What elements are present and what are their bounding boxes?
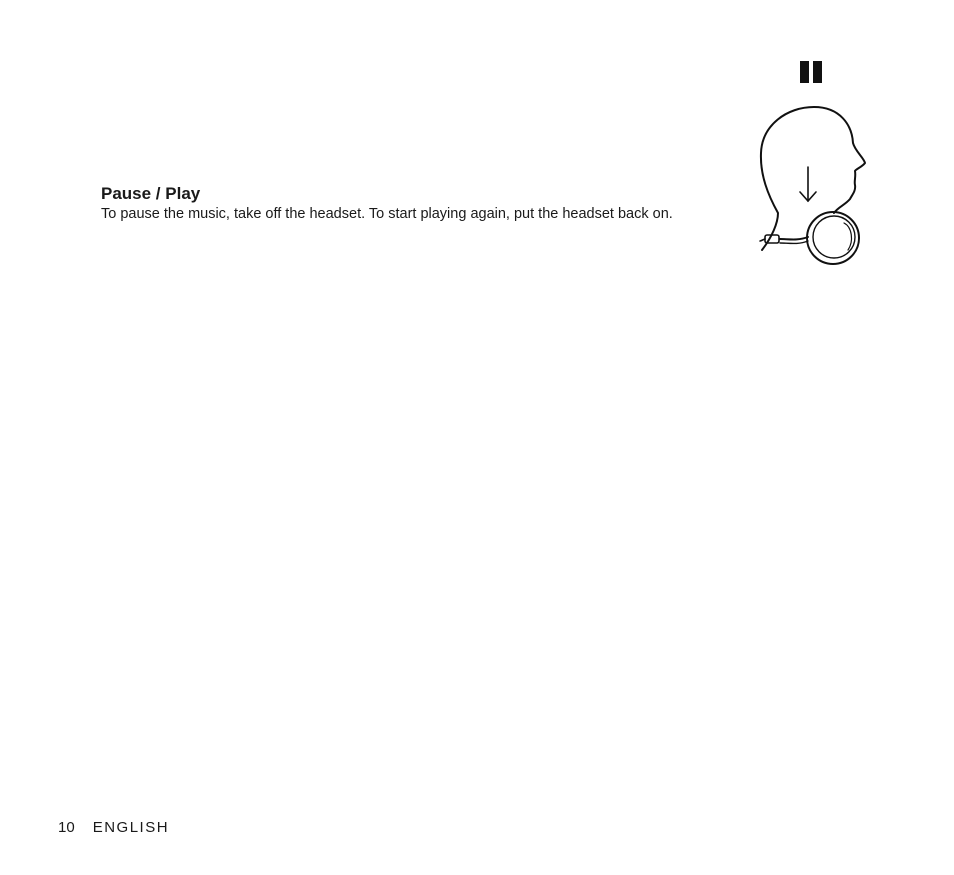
pause-play-section — [101, 183, 741, 224]
section-title: Pause / Play — [101, 184, 201, 203]
section-body: To pause the music, take off the headset. To start playing again, put the headset back on. — [101, 206, 673, 222]
headset-earcup-icon — [760, 212, 859, 264]
illustration-svg — [752, 55, 877, 270]
page-number: 10 — [58, 819, 75, 836]
down-arrow-icon — [800, 167, 816, 201]
pause-illustration — [752, 55, 877, 270]
pause-icon — [800, 61, 822, 83]
page-footer — [58, 818, 169, 838]
language-label: ENGLISH — [92, 819, 170, 836]
